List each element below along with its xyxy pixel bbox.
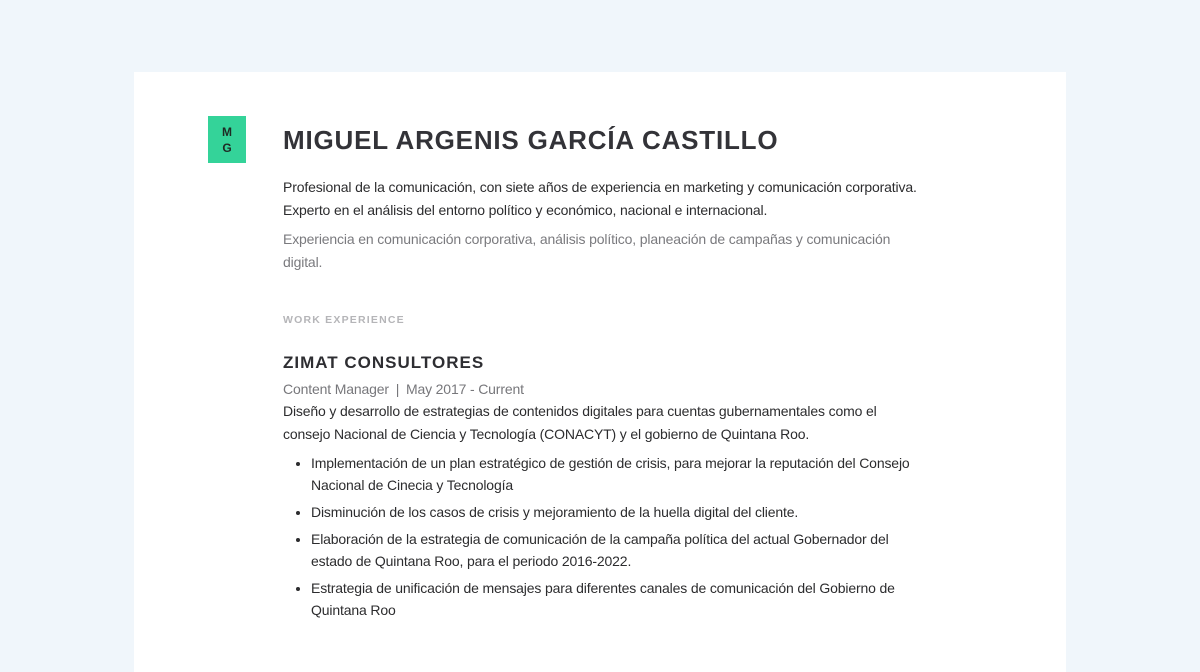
job-description: Diseño y desarrollo de estrategias de contenidos digitales para cuentas gubernamentales como el consejo Nacional de Ciencia y Tecnología (CONACYT) y el gobierno de Quintana Roo. <box>283 403 877 442</box>
monogram-letter: M <box>222 124 232 139</box>
job-meta <box>283 381 923 397</box>
list-item: • Disminución de los casos de crisis y mejoramiento de la huella digital del cliente. <box>311 501 923 523</box>
monogram-letter: G <box>222 140 232 155</box>
list-item: • Estrategia de unificación de mensajes para diferentes canales de comunicación del Gobierno de Quintana Roo <box>311 577 923 621</box>
job-dates: May 2017 - Current <box>405 381 524 397</box>
job-title: Content Manager <box>283 381 389 397</box>
section-title: WORK EXPERIENCE <box>283 314 405 326</box>
skills-summary: Experiencia en comunicación corporativa, análisis político, planeación de campañas y comunicación digital. <box>283 231 891 270</box>
monogram-badge <box>208 116 246 163</box>
separator: | <box>395 381 400 397</box>
company-name: ZIMAT CONSULTORES <box>283 353 485 372</box>
job-bullets <box>283 452 923 621</box>
list-item: • Implementación de un plan estratégico de gestión de crisis, para mejorar la reputación del Consejo Nacional de Cinecia y Tecnología <box>311 452 923 496</box>
list-item: • Elaboración de la estrategia de comunicación de la campaña política del actual Gobernador del estado de Quintana Roo, para el periodo 2016-2022. <box>311 528 923 572</box>
resume-card <box>134 72 1066 672</box>
summary: Profesional de la comunicación, con siete años de experiencia en marketing y comunicación corporativa. Experto en el análisis del entorno político y económico, nacional e internacional. <box>283 179 917 218</box>
candidate-name: MIGUEL ARGENIS GARCÍA CASTILLO <box>283 125 779 155</box>
